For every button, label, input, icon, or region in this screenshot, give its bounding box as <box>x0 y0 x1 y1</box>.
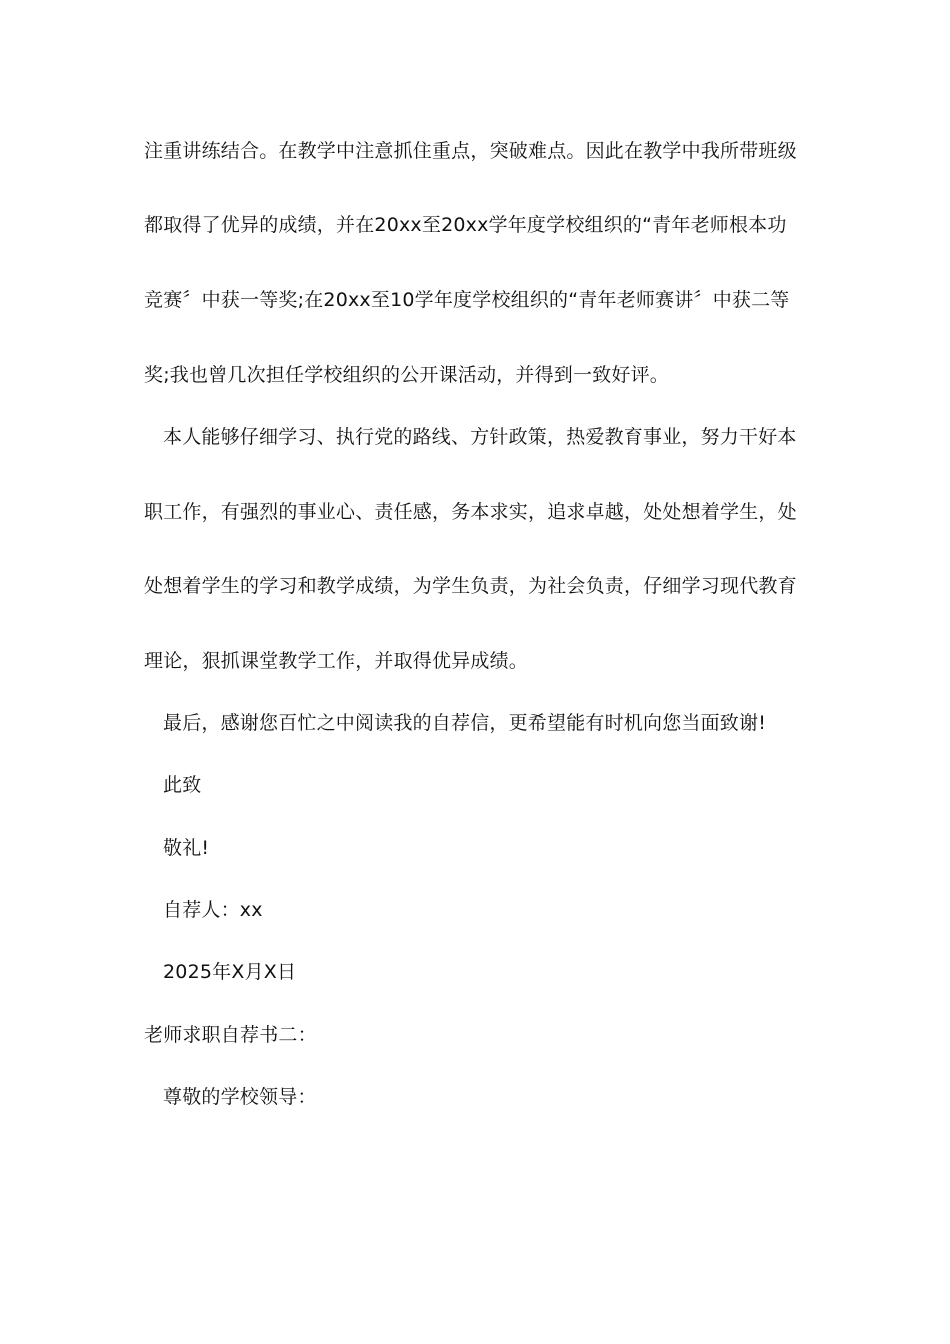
paragraph2-line-1: 本人能够仔细学习、执行党的路线、方针政策，热爱教育事业，努力干好本 <box>163 426 797 448</box>
paragraph2-line-3: 处想着学生的学习和教学成绩，为学生负责，为社会负责，仔细学习现代教育 <box>144 575 797 597</box>
paragraph1-line-3: 竞赛〞中获一等奖;在20xx至10学年度学校组织的“青年老师赛讲〞中获二等 <box>144 289 790 311</box>
signature-line: 自荐人：xx <box>163 899 263 921</box>
greeting-line: 尊敬的学校领导： <box>163 1086 317 1108</box>
paragraph1-line-2: 都取得了优异的成绩，并在20xx至20xx学年度学校组织的“青年老师根本功 <box>144 214 787 236</box>
closing-text: 最后，感谢您百忙之中阅读我的自荐信，更希望能有时机向您当面致谢! <box>163 712 767 734</box>
paragraph1-line-4: 奖;我也曾几次担任学校组织的公开课活动，并得到一致好评。 <box>144 364 670 386</box>
paragraph2-line-2: 职工作，有强烈的事业心、责任感，务本求实，追求卓越，处处想着学生，处 <box>144 501 797 523</box>
date-line: 2025年X月X日 <box>163 961 297 983</box>
salutation-jingli: 敬礼! <box>163 837 210 859</box>
paragraph1-line-1: 注重讲练结合。在教学中注意抓住重点，突破难点。因此在教学中我所带班级 <box>144 140 797 162</box>
paragraph2-line-4: 理论，狠抓课堂教学工作，并取得优异成绩。 <box>144 650 529 672</box>
section-title: 老师求职自荐书二： <box>144 1024 317 1046</box>
salutation-cizhi: 此致 <box>163 774 202 796</box>
